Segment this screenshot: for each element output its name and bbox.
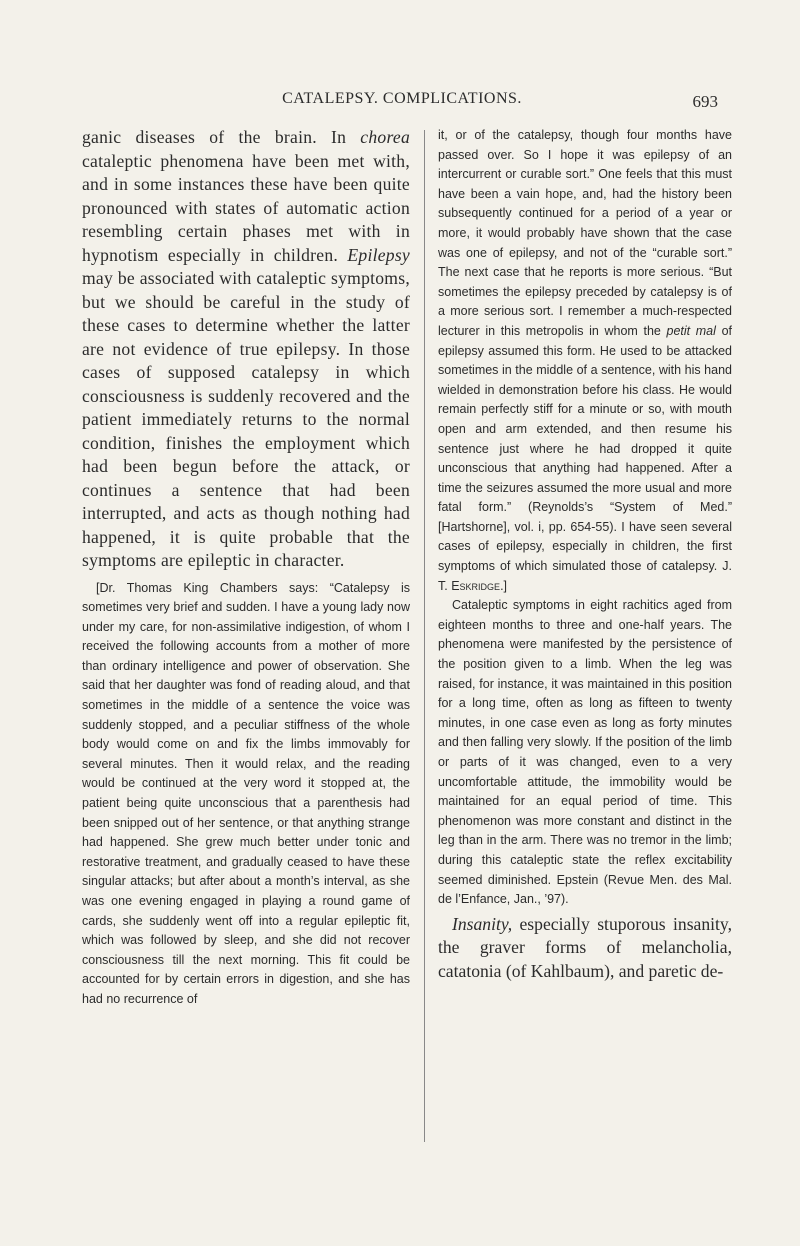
body-paragraph bbox=[82, 126, 410, 573]
text-run: ganic diseases of the brain. In bbox=[82, 127, 361, 147]
text-run: may be associated with cataleptic symptoms, but we should be careful in the study of these cases to determine whether the latter are not evidence of true epilepsy. In those cases of supposed catalepsy in which consciousness is suddenly recovered and the patient immediately returns to the normal condition, finishes the employment which had been begun before the attack, or continues a sentence that had been interrupted, and acts as though nothing had happened, it is quite probable that the symptoms are epileptic in character. bbox=[82, 268, 410, 570]
left-column bbox=[82, 126, 410, 1010]
insanity-paragraph bbox=[438, 913, 732, 984]
text-run: it, or of the catalepsy, though four months have passed over. So I hope it was epilepsy of an intercurrent or curable sort.” One feels that this must have been a vain hope, and, had the history been subsequently continued for a period of a year or more, it would probably have shown that the case was one of epilepsy, and not of the “curable sort.” The next case that he reports is more serious. “But sometimes the epilepsy preceded by catalepsy is of a more serious sort. I remember a much-respected lecturer in this metropolis in whom the bbox=[438, 128, 732, 338]
text-run: cataleptic phenomena have been met with, and in some instances these have been quite pronounced with states of automatic action resembling certain phases met with in hypnotism especially in children. bbox=[82, 150, 410, 265]
chambers-quote: [Dr. Thomas King Chambers says: “Catalepsy is sometimes very brief and sudden. I have a young lady now under my care, for non-assimilative indigestion, of whom I received the following accounts from a mother of more than ordinary intelligence and power of observation. She said that her daughter was fond of reading aloud, and that sometimes in the middle of a sentence the voice was suddenly stopped, and a peculiar stiffness of the whole body would come on and fix the limbs immovably for several minutes. Then it would relax, and the reading would be continued at the very word it stopped at, the patient being quite unconscious that a parenthesis had been snipped out of her sentence, or that anything strange had happened. She grew much better under tonic and restorative treatment, and gradually ceased to have these singular attacks; but after about a month’s interval, as she was one evening engaged in playing a round game of cards, she suddenly went off into a regular epileptic fit, which was followed by sleep, and she did not recover consciousness till the next morning. This fit could be accounted for by certain errors in digestion, and she has had no recurrence of bbox=[82, 580, 410, 1006]
italic-term-epilepsy: Epilepsy bbox=[347, 244, 410, 265]
italic-term-chorea: chorea bbox=[360, 127, 410, 147]
italic-term-insanity: Insanity, bbox=[452, 913, 513, 934]
rachitics-paragraph: Cataleptic symptoms in eight rachitics aged from eighteen months to three and one-half years. The phenomena were manifested by the persistence of the position given to a limb. When the leg was raised, for instance, it was maintained in this position for a long time, often as long as fifteen to twenty minutes, in one case even as long as forty minutes and then falling very slowly. If the position of the limb or parts of it was changed, even to a very uncomfortable attitude, the immobility would be maintained for an equal period of time. This phenomenon was more constant and distinct in the leg than in the arm. There was no tremor in the limb; during this cataleptic state the reflex excitability seemed diminished. Epstein (Revue Men. des Mal. de l’Enfance, Jan., ’97). bbox=[438, 598, 732, 907]
italic-term-petit-mal: petit mal bbox=[666, 323, 716, 338]
signature-eskridge: Eskridge bbox=[451, 578, 501, 593]
page-number: 693 bbox=[692, 92, 718, 111]
text-run: .] bbox=[500, 578, 508, 593]
text-run: of epilepsy assumed this form. He used to be attacked sometimes in the middle of a sentence, with his hand wielded in demonstration before his class. He would remain perfectly stiff for a minute or so, with mouth open and arm extended, and then resume his sentence just where he had dropped it quite unconscious that anything had happened. After a time the seizures assumed the more usual and more fatal form.” (Reynolds’s “System of Med.” [Hartshorne], vol. i, pp. 654-55). I have seen several cases of epilepsy, especially in children, the first symptoms of which simulated those of catalepsy. J. T. bbox=[438, 323, 732, 593]
text-run: especially stuporous insanity, the graver forms of melancholia, catatonia (of Kahlbaum), and paretic de- bbox=[438, 913, 732, 981]
right-column bbox=[438, 126, 732, 983]
running-title: CATALEPSY. COMPLICATIONS. bbox=[282, 90, 522, 107]
chambers-quote-continued bbox=[438, 126, 732, 596]
column-divider bbox=[424, 130, 425, 1142]
